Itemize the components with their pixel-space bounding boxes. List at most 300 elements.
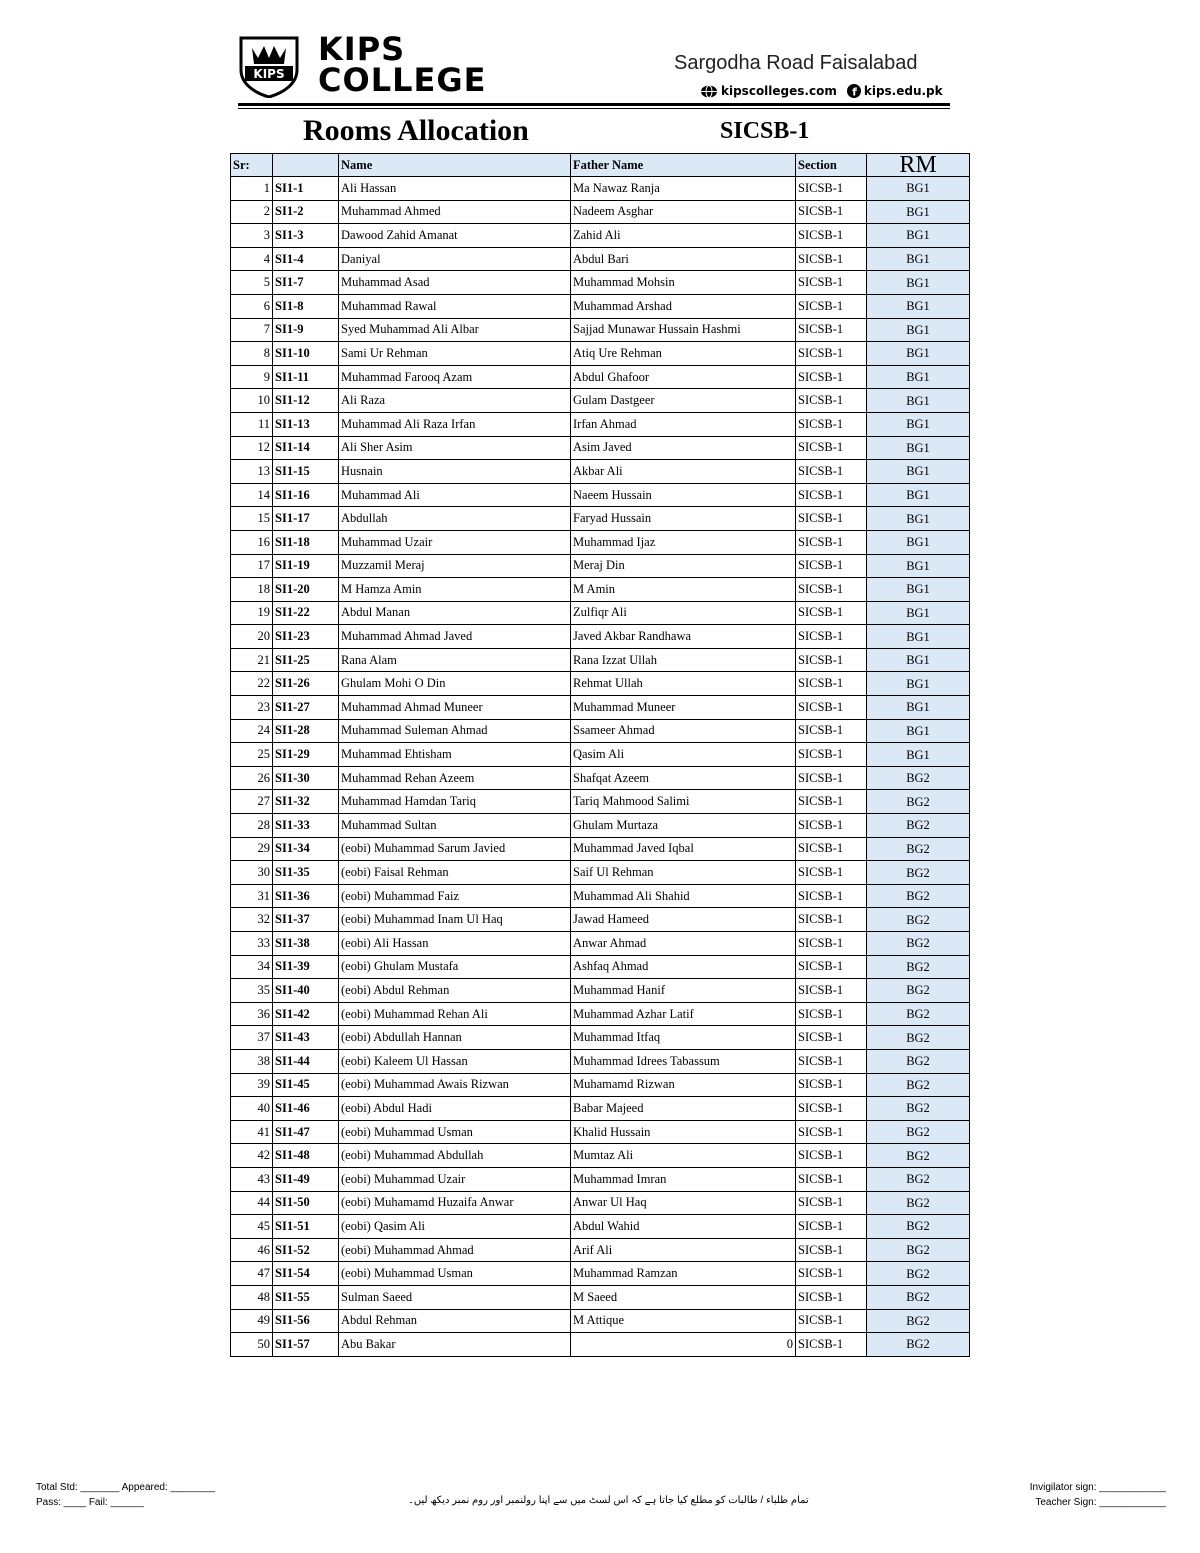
sr-cell: 33 <box>231 932 273 956</box>
father-name-cell: Babar Majeed <box>571 1097 796 1121</box>
student-name-cell: Sami Ur Rehman <box>339 342 571 366</box>
section-cell: SICSB-1 <box>796 625 867 649</box>
student-name-cell: (eobi) Muhamamd Huzaifa Anwar <box>339 1191 571 1215</box>
student-name-cell: Dawood Zahid Amanat <box>339 224 571 248</box>
roll-number-cell: SI1-30 <box>273 766 339 790</box>
table-row <box>231 318 970 342</box>
section-cell: SICSB-1 <box>796 601 867 625</box>
table-row <box>231 436 970 460</box>
room-cell: BG1 <box>867 530 970 554</box>
brand-line-1: KIPS <box>318 30 406 68</box>
section-cell: SICSB-1 <box>796 837 867 861</box>
room-cell: BG2 <box>867 955 970 979</box>
father-name-cell: Muhammad Idrees Tabassum <box>571 1049 796 1073</box>
roll-number-cell: SI1-34 <box>273 837 339 861</box>
roll-number-cell: SI1-33 <box>273 814 339 838</box>
room-cell: BG1 <box>867 625 970 649</box>
table-row <box>231 884 970 908</box>
sr-cell: 41 <box>231 1120 273 1144</box>
section-cell: SICSB-1 <box>796 1333 867 1357</box>
room-cell: BG2 <box>867 1238 970 1262</box>
room-cell: BG2 <box>867 1333 970 1357</box>
sr-cell: 12 <box>231 436 273 460</box>
section-cell: SICSB-1 <box>796 271 867 295</box>
student-name-cell: Muhammad Ahmad Javed <box>339 625 571 649</box>
sr-cell: 30 <box>231 861 273 885</box>
room-cell: BG1 <box>867 271 970 295</box>
roll-number-cell: SI1-11 <box>273 365 339 389</box>
section-cell: SICSB-1 <box>796 672 867 696</box>
student-name-cell: (eobi) Muhammad Sarum Javied <box>339 837 571 861</box>
table-row <box>231 412 970 436</box>
sr-cell: 11 <box>231 412 273 436</box>
student-name-cell: (eobi) Muhammad Ahmad <box>339 1238 571 1262</box>
father-name-cell: Ma Nawaz Ranja <box>571 177 796 201</box>
room-cell: BG2 <box>867 1285 970 1309</box>
roll-number-cell: SI1-47 <box>273 1120 339 1144</box>
roll-number-cell: SI1-49 <box>273 1167 339 1191</box>
student-name-cell: Rana Alam <box>339 648 571 672</box>
section-cell: SICSB-1 <box>796 1049 867 1073</box>
table-row <box>231 294 970 318</box>
section-cell: SICSB-1 <box>796 1191 867 1215</box>
student-name-cell: (eobi) Ghulam Mustafa <box>339 955 571 979</box>
room-cell: BG1 <box>867 672 970 696</box>
table-row <box>231 1049 970 1073</box>
roll-number-cell: SI1-39 <box>273 955 339 979</box>
roll-number-cell: SI1-35 <box>273 861 339 885</box>
father-name-cell: Arif Ali <box>571 1238 796 1262</box>
sr-cell: 6 <box>231 294 273 318</box>
sr-cell: 4 <box>231 247 273 271</box>
table-row <box>231 365 970 389</box>
section-cell: SICSB-1 <box>796 932 867 956</box>
roll-number-cell: SI1-45 <box>273 1073 339 1097</box>
student-name-cell: Abdul Rehman <box>339 1309 571 1333</box>
student-name-cell: (eobi) Kaleem Ul Hassan <box>339 1049 571 1073</box>
student-name-cell: Muhammad Ahmad Muneer <box>339 696 571 720</box>
header-name: Name <box>339 154 571 177</box>
father-name-cell: Muhammad Mohsin <box>571 271 796 295</box>
father-name-cell: Atiq Ure Rehman <box>571 342 796 366</box>
father-name-cell: Javed Akbar Randhawa <box>571 625 796 649</box>
roll-number-cell: SI1-25 <box>273 648 339 672</box>
pass-fail: Pass: ____ Fail: ______ <box>36 1497 144 1508</box>
section-cell: SICSB-1 <box>796 884 867 908</box>
table-row <box>231 389 970 413</box>
section-cell: SICSB-1 <box>796 743 867 767</box>
room-cell: BG2 <box>867 1167 970 1191</box>
sr-cell: 23 <box>231 696 273 720</box>
section-cell: SICSB-1 <box>796 861 867 885</box>
section-cell: SICSB-1 <box>796 1097 867 1121</box>
sr-cell: 26 <box>231 766 273 790</box>
roll-number-cell: SI1-55 <box>273 1285 339 1309</box>
roll-number-cell: SI1-17 <box>273 507 339 531</box>
table-row <box>231 1333 970 1357</box>
sr-cell: 28 <box>231 814 273 838</box>
student-name-cell: Muzzamil Meraj <box>339 554 571 578</box>
student-name-cell: (eobi) Muhammad Rehan Ali <box>339 1002 571 1026</box>
header-father-name: Father Name <box>571 154 796 177</box>
room-cell: BG2 <box>867 1097 970 1121</box>
table-header-row <box>231 154 970 177</box>
student-name-cell: Muhammad Uzair <box>339 530 571 554</box>
sr-cell: 32 <box>231 908 273 932</box>
roll-number-cell: SI1-28 <box>273 719 339 743</box>
roll-number-cell: SI1-37 <box>273 908 339 932</box>
section-cell: SICSB-1 <box>796 507 867 531</box>
table-row <box>231 1215 970 1239</box>
table-row <box>231 554 970 578</box>
section-cell: SICSB-1 <box>796 790 867 814</box>
section-cell: SICSB-1 <box>796 436 867 460</box>
table-body <box>231 177 970 1357</box>
sr-cell: 34 <box>231 955 273 979</box>
web-links <box>700 84 943 98</box>
table-row <box>231 342 970 366</box>
roll-number-cell: SI1-57 <box>273 1333 339 1357</box>
room-cell: BG1 <box>867 318 970 342</box>
sr-cell: 48 <box>231 1285 273 1309</box>
father-name-cell: Muhammad Hanif <box>571 979 796 1003</box>
room-cell: BG1 <box>867 554 970 578</box>
student-name-cell: Husnain <box>339 460 571 484</box>
sr-cell: 38 <box>231 1049 273 1073</box>
table-row <box>231 483 970 507</box>
header-rule <box>238 103 950 106</box>
student-name-cell: Muhammad Rehan Azeem <box>339 766 571 790</box>
student-name-cell: Muhammad Ali Raza Irfan <box>339 412 571 436</box>
father-name-cell: Faryad Hussain <box>571 507 796 531</box>
room-cell: BG2 <box>867 837 970 861</box>
roll-number-cell: SI1-43 <box>273 1026 339 1050</box>
roll-number-cell: SI1-52 <box>273 1238 339 1262</box>
father-name-cell: Shafqat Azeem <box>571 766 796 790</box>
urdu-notice: تمام طلباء / طالبات کو مطلع کیا جاتا ہے کہ اس لسٹ میں سے اپنا رولنمبر اور روم نمبر دیکھ لیں۔ <box>408 1495 809 1506</box>
total-appeared: Total Std: _______ Appeared: ________ <box>36 1482 216 1493</box>
table-row <box>231 1309 970 1333</box>
father-name-cell: M Amin <box>571 578 796 602</box>
student-name-cell: (eobi) Muhammad Inam Ul Haq <box>339 908 571 932</box>
header-room: RM <box>867 154 970 177</box>
table-row <box>231 530 970 554</box>
table-row <box>231 1285 970 1309</box>
room-cell: BG2 <box>867 1026 970 1050</box>
table-row <box>231 837 970 861</box>
section-cell: SICSB-1 <box>796 1238 867 1262</box>
father-name-cell: Muhammad Itfaq <box>571 1026 796 1050</box>
father-name-cell: Muhammad Imran <box>571 1167 796 1191</box>
sr-cell: 19 <box>231 601 273 625</box>
student-name-cell: Muhammad Suleman Ahmad <box>339 719 571 743</box>
table-row <box>231 601 970 625</box>
father-name-cell: Ssameer Ahmad <box>571 719 796 743</box>
facebook-text: kips.edu.pk <box>863 84 943 98</box>
student-name-cell: (eobi) Faisal Rehman <box>339 861 571 885</box>
father-name-cell: Zulfiqr Ali <box>571 601 796 625</box>
section-cell: SICSB-1 <box>796 247 867 271</box>
student-name-cell: (eobi) Muhammad Faiz <box>339 884 571 908</box>
father-name-cell: Anwar Ahmad <box>571 932 796 956</box>
table-row <box>231 625 970 649</box>
student-name-cell: Muhammad Ehtisham <box>339 743 571 767</box>
student-name-cell: Sulman Saeed <box>339 1285 571 1309</box>
page-title: Rooms Allocation <box>303 114 529 147</box>
student-name-cell: Muhammad Ahmed <box>339 200 571 224</box>
roll-number-cell: SI1-44 <box>273 1049 339 1073</box>
section-cell: SICSB-1 <box>796 412 867 436</box>
section-cell: SICSB-1 <box>796 766 867 790</box>
roll-number-cell: SI1-7 <box>273 271 339 295</box>
roll-number-cell: SI1-18 <box>273 530 339 554</box>
father-name-cell: Jawad Hameed <box>571 908 796 932</box>
room-cell: BG1 <box>867 578 970 602</box>
table-row <box>231 648 970 672</box>
section-cell: SICSB-1 <box>796 177 867 201</box>
sr-cell: 50 <box>231 1333 273 1357</box>
room-cell: BG1 <box>867 247 970 271</box>
father-name-cell: Qasim Ali <box>571 743 796 767</box>
room-cell: BG1 <box>867 412 970 436</box>
sr-cell: 3 <box>231 224 273 248</box>
sr-cell: 17 <box>231 554 273 578</box>
rooms-allocation-table <box>230 153 970 1357</box>
student-name-cell: (eobi) Muhammad Usman <box>339 1262 571 1286</box>
student-name-cell: Daniyal <box>339 247 571 271</box>
section-cell: SICSB-1 <box>796 530 867 554</box>
roll-number-cell: SI1-26 <box>273 672 339 696</box>
section-cell: SICSB-1 <box>796 1285 867 1309</box>
sr-cell: 2 <box>231 200 273 224</box>
section-cell: SICSB-1 <box>796 1026 867 1050</box>
student-name-cell: (eobi) Qasim Ali <box>339 1215 571 1239</box>
father-name-cell: Muhammad Arshad <box>571 294 796 318</box>
table-row <box>231 979 970 1003</box>
table-row <box>231 766 970 790</box>
roll-number-cell: SI1-23 <box>273 625 339 649</box>
room-cell: BG2 <box>867 861 970 885</box>
sr-cell: 37 <box>231 1026 273 1050</box>
student-name-cell: Abdullah <box>339 507 571 531</box>
section-cell: SICSB-1 <box>796 979 867 1003</box>
invigilator-sign: Invigilator sign: ____________ <box>1029 1482 1166 1493</box>
father-name-cell: Tariq Mahmood Salimi <box>571 790 796 814</box>
roll-number-cell: SI1-16 <box>273 483 339 507</box>
section-cell: SICSB-1 <box>796 1144 867 1168</box>
roll-number-cell: SI1-36 <box>273 884 339 908</box>
table-row <box>231 861 970 885</box>
room-cell: BG1 <box>867 696 970 720</box>
section-cell: SICSB-1 <box>796 648 867 672</box>
sr-cell: 29 <box>231 837 273 861</box>
room-cell: BG1 <box>867 648 970 672</box>
section-cell: SICSB-1 <box>796 342 867 366</box>
facebook-link[interactable] <box>847 84 943 98</box>
father-name-cell: Muhammad Ali Shahid <box>571 884 796 908</box>
sr-cell: 14 <box>231 483 273 507</box>
father-name-cell: Abdul Ghafoor <box>571 365 796 389</box>
father-name-cell: Muhamamd Rizwan <box>571 1073 796 1097</box>
section-cell: SICSB-1 <box>796 719 867 743</box>
section-cell: SICSB-1 <box>796 1073 867 1097</box>
room-cell: BG2 <box>867 1144 970 1168</box>
father-name-cell: Saif Ul Rehman <box>571 861 796 885</box>
section-cell: SICSB-1 <box>796 460 867 484</box>
sr-cell: 16 <box>231 530 273 554</box>
sr-cell: 40 <box>231 1097 273 1121</box>
father-name-cell: Muhammad Muneer <box>571 696 796 720</box>
roll-number-cell: SI1-12 <box>273 389 339 413</box>
globe-icon <box>700 85 718 98</box>
roll-number-cell: SI1-14 <box>273 436 339 460</box>
student-name-cell: Muhammad Rawal <box>339 294 571 318</box>
roll-number-cell: SI1-19 <box>273 554 339 578</box>
table-row <box>231 955 970 979</box>
roll-number-cell: SI1-4 <box>273 247 339 271</box>
father-name-cell: Muhammad Ramzan <box>571 1262 796 1286</box>
table-row <box>231 814 970 838</box>
roll-number-cell: SI1-42 <box>273 1002 339 1026</box>
roll-number-cell: SI1-46 <box>273 1097 339 1121</box>
sr-cell: 10 <box>231 389 273 413</box>
student-name-cell: Ali Hassan <box>339 177 571 201</box>
sr-cell: 45 <box>231 1215 273 1239</box>
table-row <box>231 1238 970 1262</box>
roll-number-cell: SI1-1 <box>273 177 339 201</box>
table-row <box>231 908 970 932</box>
room-cell: BG1 <box>867 224 970 248</box>
roll-number-cell: SI1-38 <box>273 932 339 956</box>
section-cell: SICSB-1 <box>796 1167 867 1191</box>
student-name-cell: Ghulam Mohi O Din <box>339 672 571 696</box>
room-cell: BG2 <box>867 790 970 814</box>
father-name-cell: Abdul Wahid <box>571 1215 796 1239</box>
crown-shield-icon <box>238 36 300 98</box>
roll-number-cell: SI1-56 <box>273 1309 339 1333</box>
section-cell: SICSB-1 <box>796 1120 867 1144</box>
header-rule-thin <box>238 108 950 109</box>
roll-number-cell: SI1-40 <box>273 979 339 1003</box>
roll-number-cell: SI1-10 <box>273 342 339 366</box>
father-name-cell: Muhammad Javed Iqbal <box>571 837 796 861</box>
section-cell: SICSB-1 <box>796 1002 867 1026</box>
sr-cell: 36 <box>231 1002 273 1026</box>
brand-line-2: COLLEGE <box>318 61 487 99</box>
room-cell: BG1 <box>867 719 970 743</box>
section-cell: SICSB-1 <box>796 814 867 838</box>
student-name-cell: (eobi) Muhammad Abdullah <box>339 1144 571 1168</box>
sr-cell: 39 <box>231 1073 273 1097</box>
table-row <box>231 1191 970 1215</box>
father-name-cell: Rehmat Ullah <box>571 672 796 696</box>
section-cell: SICSB-1 <box>796 294 867 318</box>
sr-cell: 49 <box>231 1309 273 1333</box>
section-cell: SICSB-1 <box>796 908 867 932</box>
section-cell: SICSB-1 <box>796 224 867 248</box>
section-cell: SICSB-1 <box>796 554 867 578</box>
sr-cell: 24 <box>231 719 273 743</box>
section-cell: SICSB-1 <box>796 389 867 413</box>
roll-number-cell: SI1-29 <box>273 743 339 767</box>
father-name-cell: Khalid Hussain <box>571 1120 796 1144</box>
table-row <box>231 247 970 271</box>
sr-cell: 46 <box>231 1238 273 1262</box>
table-row <box>231 578 970 602</box>
student-name-cell: Ali Sher Asim <box>339 436 571 460</box>
room-cell: BG1 <box>867 200 970 224</box>
table-row <box>231 460 970 484</box>
table-row <box>231 507 970 531</box>
table-row <box>231 1167 970 1191</box>
table-row <box>231 271 970 295</box>
table-row <box>231 1073 970 1097</box>
section-cell: SICSB-1 <box>796 200 867 224</box>
table-row <box>231 1026 970 1050</box>
father-name-cell: Naeem Hussain <box>571 483 796 507</box>
website-text: kipscolleges.com <box>721 84 837 98</box>
father-name-cell: Ashfaq Ahmad <box>571 955 796 979</box>
father-name-cell: Asim Javed <box>571 436 796 460</box>
sr-cell: 20 <box>231 625 273 649</box>
sr-cell: 43 <box>231 1167 273 1191</box>
room-cell: BG2 <box>867 1262 970 1286</box>
student-name-cell: Muhammad Sultan <box>339 814 571 838</box>
sr-cell: 27 <box>231 790 273 814</box>
room-cell: BG1 <box>867 601 970 625</box>
room-cell: BG2 <box>867 932 970 956</box>
father-name-cell: Mumtaz Ali <box>571 1144 796 1168</box>
table-row <box>231 932 970 956</box>
student-name-cell: (eobi) Muhammad Usman <box>339 1120 571 1144</box>
roll-number-cell: SI1-22 <box>273 601 339 625</box>
sr-cell: 35 <box>231 979 273 1003</box>
father-name-cell: Rana Izzat Ullah <box>571 648 796 672</box>
room-cell: BG2 <box>867 1073 970 1097</box>
section-cell: SICSB-1 <box>796 318 867 342</box>
section-cell: SICSB-1 <box>796 1215 867 1239</box>
student-name-cell: Muhammad Farooq Azam <box>339 365 571 389</box>
room-cell: BG2 <box>867 979 970 1003</box>
teacher-sign: Teacher Sign: ____________ <box>1035 1497 1166 1508</box>
room-cell: BG2 <box>867 766 970 790</box>
roll-number-cell: SI1-54 <box>273 1262 339 1286</box>
room-cell: BG2 <box>867 1120 970 1144</box>
website-link[interactable] <box>700 84 837 98</box>
facebook-icon <box>847 84 861 98</box>
sr-cell: 42 <box>231 1144 273 1168</box>
roll-number-cell: SI1-3 <box>273 224 339 248</box>
room-cell: BG1 <box>867 365 970 389</box>
roll-number-cell: SI1-51 <box>273 1215 339 1239</box>
father-name-cell: Muhammad Ijaz <box>571 530 796 554</box>
room-cell: BG2 <box>867 1309 970 1333</box>
student-name-cell: Muhammad Ali <box>339 483 571 507</box>
section-cell: SICSB-1 <box>796 578 867 602</box>
campus-name: Sargodha Road Faisalabad <box>674 52 918 74</box>
sr-cell: 47 <box>231 1262 273 1286</box>
sr-cell: 22 <box>231 672 273 696</box>
table-row <box>231 672 970 696</box>
student-name-cell: Syed Muhammad Ali Albar <box>339 318 571 342</box>
student-name-cell: Abu Bakar <box>339 1333 571 1357</box>
father-name-cell: Sajjad Munawar Hussain Hashmi <box>571 318 796 342</box>
brand-name <box>318 30 487 99</box>
father-name-cell: M Attique <box>571 1309 796 1333</box>
room-cell: BG1 <box>867 436 970 460</box>
student-name-cell: (eobi) Ali Hassan <box>339 932 571 956</box>
father-name-cell: Anwar Ul Haq <box>571 1191 796 1215</box>
